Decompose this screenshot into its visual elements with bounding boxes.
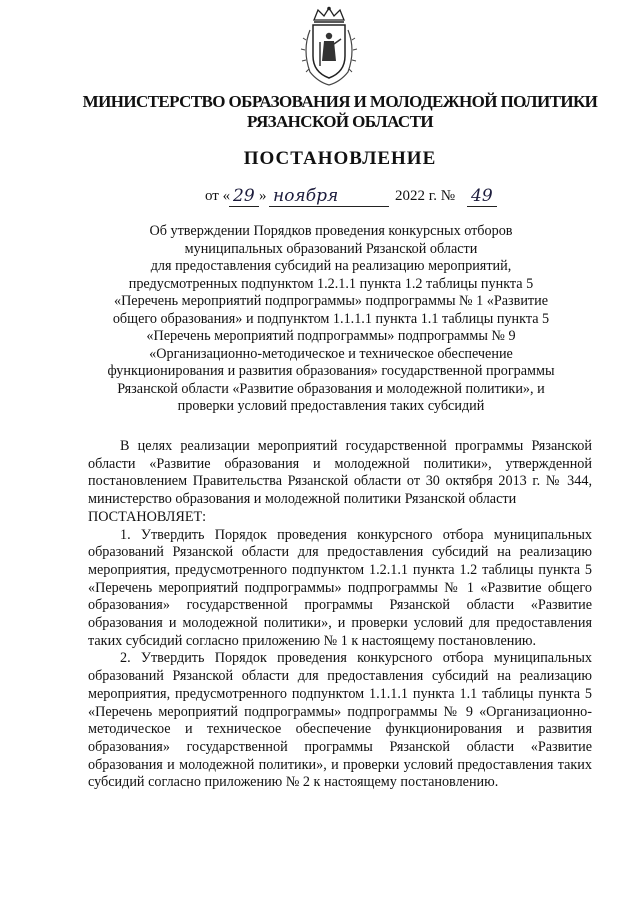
subject-line: проверки условий предоставления таких субсидий bbox=[177, 398, 485, 414]
date-year-label: 2022 г. № bbox=[395, 188, 456, 204]
coat-of-arms-emblem bbox=[296, 6, 362, 90]
document-subject bbox=[96, 223, 566, 416]
document-number: 49 bbox=[467, 186, 497, 207]
decree-word: ПОСТАНОВЛЯЕТ: bbox=[88, 508, 207, 525]
document-body bbox=[88, 438, 592, 792]
date-prefix: от « bbox=[205, 188, 231, 204]
item-2-paragraph: 2. Утвердить Порядок проведения конкурсного отбора муниципальных образований Рязанской области для предоставления субсидий на реализацию мероприятия, предусмотренного подпунктом 1.1.1.1 пункта 1.1 таблицы пункта 5 «Перечень мероприятий подпрограммы» подпрограммы № 9 «Организационно-методическое и техническое обеспечение функционирования и развития образования» государственной программы Рязанской области «Развитие образования и молодежной политики», и проверки условий предоставления таких субсидий согласно приложению № 2 к настоящему постановлению. bbox=[88, 650, 592, 791]
ministry-name-line1: МИНИСТЕРСТВО ОБРАЗОВАНИЯ И МОЛОДЕЖНОЙ ПОЛИТИКИ bbox=[82, 92, 598, 111]
subject-line: предусмотренных подпунктом 1.2.1.1 пункта 1.2 таблицы пункта 5 bbox=[128, 275, 534, 292]
date-day-close: » bbox=[259, 188, 267, 204]
subject-line: «Перечень мероприятий подпрограммы» подпрограммы № 1 «Развитие bbox=[113, 293, 549, 309]
date-day: 29 bbox=[229, 186, 259, 207]
item-1-paragraph: 1. Утвердить Порядок проведения конкурсного отбора муниципальных образований Рязанской области для предоставления субсидий на реализацию мероприятия, предусмотренного подпунктом 1.2.1.1 пункта 1.2 таблицы пункта 5 «Перечень мероприятий подпрограммы» подпрограммы № 1 «Развитие общего образования» государственной программы Рязанской области «Развитие образования и молодежной политики», и проверки условий для предоставления таких субсидий согласно приложению № 1 к настоящему постановлению. bbox=[88, 526, 592, 649]
subject-line: «Перечень мероприятий подпрограммы» подпрограммы № 9 bbox=[146, 328, 516, 344]
document-type-heading: ПОСТАНОВЛЕНИЕ bbox=[243, 148, 437, 169]
subject-line: функционирования и развития образования» государственной программы bbox=[107, 363, 555, 379]
ministry-name-line2: РЯЗАНСКОЙ ОБЛАСТИ bbox=[247, 112, 433, 131]
subject-line: муниципальных образований Рязанской области bbox=[184, 240, 478, 257]
date-number-line bbox=[205, 186, 505, 210]
ministry-name bbox=[60, 92, 620, 132]
subject-line: для предоставления субсидий на реализацию мероприятий, bbox=[150, 258, 512, 274]
subject-line: Об утверждении Порядков проведения конкурсных отборов bbox=[149, 223, 513, 239]
subject-line: общего образования» и подпунктом 1.1.1.1 пункта 1.1 таблицы пункта 5 bbox=[112, 310, 550, 327]
subject-line: Рязанской области «Развитие образования и молодежной политики», и bbox=[117, 380, 545, 397]
date-month: ноября bbox=[269, 186, 389, 207]
subject-line: «Организационно-методическое и техническое обеспечение bbox=[149, 345, 513, 362]
intro-paragraph: В целях реализации мероприятий государственной программы Рязанской области «Развитие образования и молодежной политики», утвержденной постановлением Правительства Рязанской области от 30 октября 2013 г. № 344, министерство образования и молодежной политики Рязанской области bbox=[88, 438, 592, 508]
